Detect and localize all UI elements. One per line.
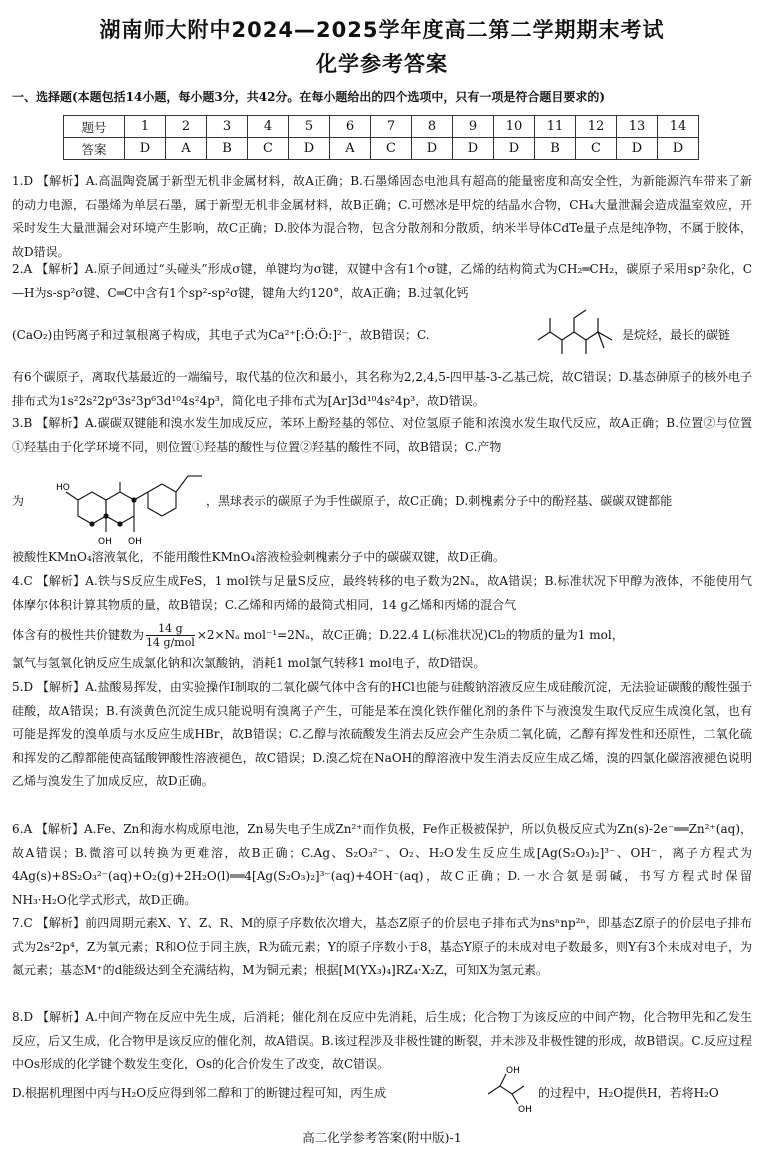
page-footer: 高二化学参考答案(附中版)-1 [302, 1130, 462, 1145]
explanation-text: 6.A 【解析】A.Fe、Zn和海水构成原电池，Zn易失电子生成Zn²⁺而作负极，Fe作正极被保护，所以负极反应式为Zn(s)-2e⁻══Zn²⁺(aq)，故A错误；B.微溶可以转换为更难溶，故B正确；C.Ag、S₂O₃²⁻、O₂、H₂O发生反应生成[Ag(S₂O₃)₂]³⁻、OH⁻，离子方程式为4Ag(s)+8S₂O₃²⁻(aq)+O₂(g)+2H₂O(l)══4[Ag(S₂O₃)₂]³⁻(aq)+4OH⁻(aq)，故C正确；D.一水合氨是弱碱，书写方程式时保留NH₃·H₂O化学式形式，故D正确。 [12, 822, 752, 907]
answer-table [63, 115, 699, 160]
answer-table-answer-row [64, 138, 699, 160]
answer-cell: A [330, 138, 371, 160]
answer-cell: D [617, 138, 658, 160]
explanation-text: 被酸性KMnO₄溶液氧化，不能用酸性KMnO₄溶液检验刺槐素分子中的碳碳双键，故D正确。 [12, 550, 505, 564]
oh-label: OH [518, 1105, 532, 1115]
explanation-text: 氯气与氢氧化钠反应生成氯化钠和次氯酸钠，消耗1 mol氯气转移1 mol电子，故D错误。 [12, 656, 486, 670]
answer-cell: D [494, 138, 535, 160]
answer-cell: D [289, 138, 330, 160]
answer-cell: D [412, 138, 453, 160]
question-number: 9 [453, 116, 494, 138]
fraction-numerator: 14 g [146, 622, 195, 636]
explanation-text: 7.C 【解析】前四周期元素X、Y、Z、R、M的原子序数依次增大，基态Z原子的价层电子排布式为nsⁿnp²ⁿ，即基态Z原子的价层电子排布式为2s²2p⁴，Z为氧元素；R和O位于同主族，R为硫元素；Y的原子序数小于8，基态Y原子的未成对电子数最多，则Y有3个未成对电子，为氮元素；基态M⁺的d能级达到全充满结构，M为铜元素；根据[M(YX₃)₄]RZ₄·X₂Z，可知X为氢元素。 [12, 916, 752, 978]
oh-label: OH [98, 537, 112, 547]
question-number: 8 [412, 116, 453, 138]
answer-explanation-3-right [206, 490, 752, 514]
answer-cell: A [166, 138, 207, 160]
explanation-text: D.根据机理图中丙与H₂O反应得到邻二醇和丁的断键过程可知，丙生成 [12, 1086, 387, 1100]
answer-explanation-2 [12, 258, 752, 305]
answer-explanation-2-cont [12, 366, 752, 413]
vicinal-diol-structure [486, 1064, 538, 1114]
oh-label: OH [506, 1066, 520, 1076]
answer-cell: C [371, 138, 412, 160]
explanation-text: 为 [12, 494, 25, 508]
answer-explanation-4-fraction-line [12, 622, 752, 649]
answer-cell: C [576, 138, 617, 160]
answer-explanation-7 [12, 912, 752, 983]
explanation-text: 是烷烃，最长的碳链 [622, 328, 731, 342]
question-number: 7 [371, 116, 412, 138]
question-number: 1 [125, 116, 166, 138]
explanation-text: (CaO₂)由钙离子和过氧根离子构成，其电子式为Ca²⁺[:Ö:Ö:]²⁻，故B错误；C. [12, 328, 430, 342]
explanation-text: 2.A 【解析】A.原子间通过“头碰头”形成σ键，单键均为σ键，双键中含有1个σ键，乙烯的结构简式为CH₂═CH₂，碳原子采用sp²杂化，C—H为s-sp²σ键、C═C中含有1个sp²-sp²σ键，键角大约120°，故A正确；B.过氧化钙 [12, 262, 752, 300]
explanation-text: 8.D 【解析】A.中间产物在反应中先生成，后消耗；催化剂在反应中先消耗，后生成；化合物丁为该反应的中间产物，化合物甲先和乙发生反应，后又生成，化合物甲是该反应的催化剂，故A错误。B.该过程涉及非极性键的断裂，并未涉及非极性键的形成，故B错误。C.反应过程中Os形成的化学键个数发生变化，Os的化合价发生了改变，故C错误。 [12, 1010, 752, 1072]
answer-explanation-8 [12, 1006, 752, 1077]
answer-explanation-4 [12, 570, 752, 617]
explanation-text: 3.B 【解析】A.碳碳双键能和溴水发生加成反应，苯环上酚羟基的邻位、对位氢原子能和浓溴水发生取代反应，故A正确；B.位置②与位置①羟基由于化学环境不同，则位置①羟基的酸性与位置②羟基的酸性不同，故B错误；C.产物 [12, 416, 752, 454]
answer-cell: D [125, 138, 166, 160]
explanation-text: 1.D 【解析】A.高温陶瓷属于新型无机非金属材料，故A正确；B.石墨烯固态电池具有超高的能量密度和高安全性，为新能源汽车带来了新的动力电源，石墨烯为单层石墨，属于新型无机非金属材料，故B正确；C.可燃冰是甲烷的结晶水合物，CH₄大量泄漏会造成温室效应，开采时发生大量泄漏会对环境产生影响，故C正确；D.胶体为混合物，包含分散剂和分散质，纳米半导体CdTe量子点是纯净物，不属于胶体，故D错误。 [12, 174, 752, 259]
answer-explanation-1 [12, 170, 752, 264]
page-title: 湖南师大附中2024—2025学年度高二第二学期期末考试 [99, 18, 665, 42]
question-number: 13 [617, 116, 658, 138]
explanation-text: 体含有的极性共价键数为 [12, 628, 145, 642]
explanation-text: ，黑球表示的碳原子为手性碳原子，故C正确；D.刺槐素分子中的酚羟基、碳碳双键都能 [206, 494, 673, 508]
answer-explanation-3-cont [12, 546, 752, 570]
fraction [146, 622, 195, 649]
answer-explanation-8-right [538, 1082, 752, 1106]
oh-label: OH [128, 537, 142, 547]
question-number: 11 [535, 116, 576, 138]
answer-table-number-row [64, 116, 699, 138]
answer-cell: C [248, 138, 289, 160]
answer-explanation-4-cont [12, 652, 752, 676]
explanation-text: 有6个碳原子，离取代基最近的一端编号，取代基的位次和最小，其名称为2,2,4,5-四甲基-3-乙基己烷，故C错误；D.基态砷原子的核外电子排布式为1s²2s²2p⁶3s²3p⁶3d¹⁰4s²4p³，简化电子排布式为[Ar]3d¹⁰4s²4p³，故D错误。 [12, 370, 752, 408]
question-number: 10 [494, 116, 535, 138]
answer-cell: D [453, 138, 494, 160]
row-label-number: 题号 [64, 116, 125, 138]
answer-cell: B [535, 138, 576, 160]
answer-explanation-8-left [12, 1082, 482, 1106]
page-subtitle: 化学参考答案 [316, 52, 448, 76]
question-number: 12 [576, 116, 617, 138]
question-number: 6 [330, 116, 371, 138]
explanation-text: 的过程中，H₂O提供H，若将H₂O [538, 1086, 719, 1100]
question-number: 4 [248, 116, 289, 138]
question-number: 3 [207, 116, 248, 138]
question-number: 5 [289, 116, 330, 138]
ho-label: HO [56, 483, 70, 493]
answer-explanation-6 [12, 818, 752, 912]
fraction-denominator: 14 g/mol [146, 636, 195, 649]
question-number: 14 [658, 116, 699, 138]
explanation-text: 4.C 【解析】A.铁与S反应生成FeS，1 mol铁与足量S反应，最终转移的电子数为2Nₐ，故A错误；B.标准状况下甲醇为液体，不能使用气体摩尔体积计算其物质的量，故B错误；C.乙烯和丙烯的最简式相同，14 g乙烯和丙烯的混合气 [12, 574, 752, 612]
answer-cell: B [207, 138, 248, 160]
alkane-skeletal-structure [534, 300, 622, 360]
explanation-text: ×2×Nₐ mol⁻¹=2Nₐ，故C正确；D.22.4 L(标准状况)Cl₂的物质的量为1 mol， [196, 628, 624, 642]
section-heading: 一、选择题(本题包括14小题，每小题3分，共42分。在每小题给出的四个选项中，只有一项是符合题目要求的) [12, 90, 606, 104]
product-structure-diagram [56, 452, 206, 552]
row-label-answer: 答案 [64, 138, 125, 160]
answer-explanation-5 [12, 676, 752, 794]
answer-explanation-2-right [622, 324, 752, 348]
answer-cell: D [658, 138, 699, 160]
explanation-text: 5.D 【解析】A.盐酸易挥发，由实验操作Ⅰ制取的二氧化碳气体中含有的HCl也能与硅酸钠溶液反应生成硅酸沉淀，无法验证碳酸的酸性强于硅酸，故A错误；B.有淡黄色沉淀生成只能说明有溴离子产生，可能是苯在溴化铁作催化剂的条件下与液溴发生取代反应生成溴化氢，也有可能是挥发的溴单质与水反应生成HBr，故B错误；C.乙醇与浓硫酸发生消去反应会产生杂质二氧化硫，乙醇有挥发性和还原性，二氧化硫和挥发的乙醇都能使高锰酸钾酸性溶液褪色，故C错误；D.溴乙烷在NaOH的醇溶液中发生消去反应生成乙烯，溴的四氯化碳溶液褪色说明乙烯与溴发生了加成反应，故D正确。 [12, 680, 752, 789]
question-number: 2 [166, 116, 207, 138]
